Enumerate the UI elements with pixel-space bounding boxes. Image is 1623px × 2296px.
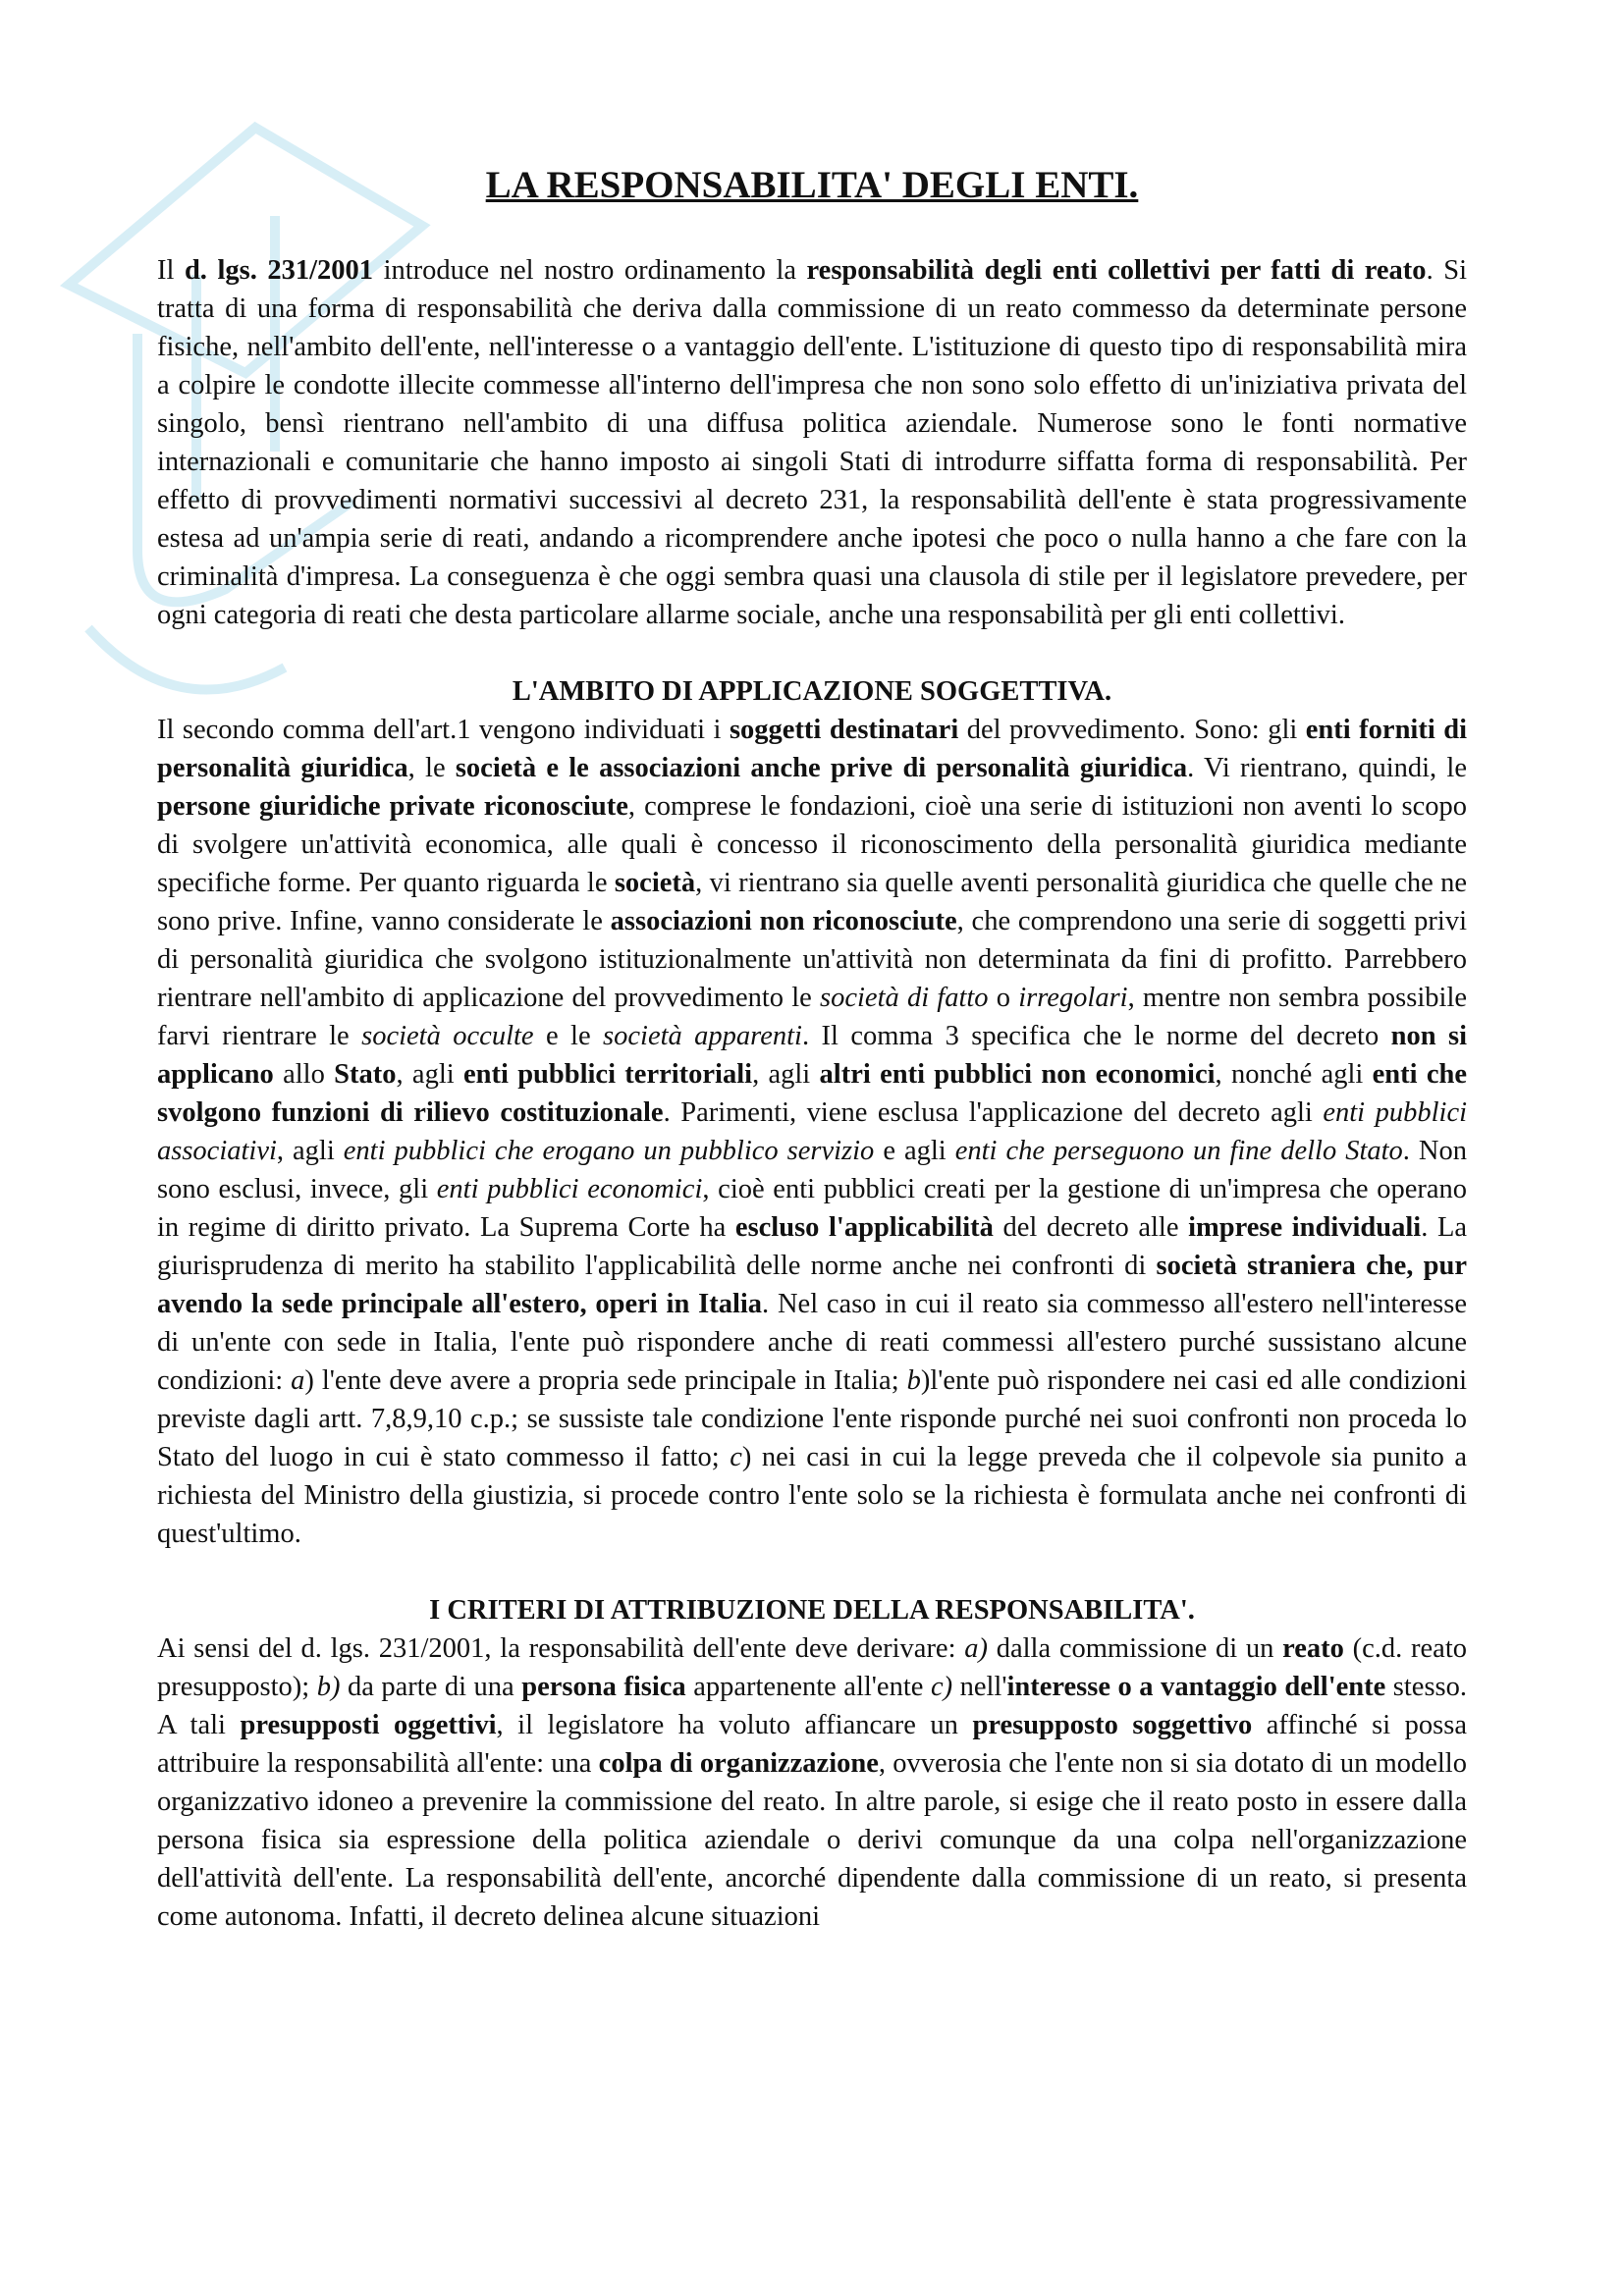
italic-text: società occulte xyxy=(361,1021,534,1051)
bold-text: colpa di organizzazione xyxy=(598,1748,879,1779)
text-run: da parte di una xyxy=(340,1672,522,1702)
section-heading-ambito: L'AMBITO DI APPLICAZIONE SOGGETTIVA. xyxy=(512,676,1112,707)
bold-text: società xyxy=(614,868,696,898)
bold-text: presupposto soggettivo xyxy=(972,1710,1253,1740)
text-run: Il xyxy=(157,255,185,286)
text-run: . La giurisprudenza di merito ha stabilito l'applicabilità delle norme anche nei confronti di xyxy=(157,1212,1467,1281)
bold-text: altri enti pubblici non economici xyxy=(819,1059,1216,1090)
text-run: , vi rientrano sia quelle aventi personalità giuridica che quelle che ne sono prive. Infine, vanno considerate le xyxy=(157,868,1467,936)
document-title: LA RESPONSABILITA' DEGLI ENTI. xyxy=(485,164,1139,206)
text-run: , agli xyxy=(396,1059,463,1090)
italic-text: irregolari xyxy=(1018,983,1128,1013)
text-run: , il legislatore ha voluto affiancare un xyxy=(496,1710,973,1740)
italic-text: b) xyxy=(316,1672,341,1702)
text-run: , nonché agli xyxy=(1215,1059,1373,1090)
italic-text: c xyxy=(730,1442,742,1472)
bold-text: associazioni non riconosciute xyxy=(610,906,957,936)
text-run: ) l'ente deve avere a propria sede principale in Italia; xyxy=(304,1365,907,1396)
document-page xyxy=(157,147,1467,1936)
italic-text: enti pubblici che erogano un pubblico servizio xyxy=(343,1136,875,1166)
bold-text: d. lgs. 231/2001 xyxy=(184,255,374,286)
text-run: , ovverosia che l'ente non si sia dotato di un modello organizzativo idoneo a prevenire la commissione del reato. In altre parole, si esige che il reato posto in essere dalla persona fisica sia espressione della politica aziendale o derivi comunque da una colpa nell'organizzazione dell'attività dell'ente. La responsabilità dell'ente, ancorché dipendente dalla commissione di un reato, si presenta come autonoma. Infatti, il decreto delinea alcune situazioni xyxy=(157,1748,1467,1932)
text-run: , cioè enti pubblici creati per la gestione di un'impresa che operano in regime di diritto privato. La Suprema Corte ha xyxy=(157,1174,1467,1243)
text-run: nell' xyxy=(952,1672,1007,1702)
bold-text: Stato xyxy=(334,1059,397,1090)
text-run: , agli xyxy=(752,1059,820,1090)
section-criteri-paragraph xyxy=(157,1629,1467,1936)
text-run: )l'ente può rispondere nei casi ed alle condizioni previste dagli artt. 7,8,9,10 c.p.; se sussiste tale condizione l'ente risponde purché nei suoi confronti non proceda lo Stato del luogo in cui è stato commesso il fatto; xyxy=(157,1365,1467,1472)
text-run: e le xyxy=(533,1021,604,1051)
text-run: Il secondo comma dell'art.1 vengono individuati i xyxy=(157,715,730,745)
italic-text: società apparenti xyxy=(603,1021,802,1051)
text-run: e agli xyxy=(874,1136,955,1166)
text-run: . Nel caso in cui il reato sia commesso all'estero nell'interesse di un'ente con sede in Italia, l'ente può rispondere anche di reati commessi all'estero purché sussistano alcune condizioni: xyxy=(157,1289,1467,1396)
text-run: , mentre non sembra possibile farvi rientrare le xyxy=(157,983,1468,1051)
italic-text: b xyxy=(906,1365,921,1396)
text-run: ) nei casi in cui la legge preveda che il colpevole sia punito a richiesta del Ministro della giustizia, si procede contro l'ente solo se la richiesta è formulata anche nei confronti di quest'ultimo. xyxy=(157,1442,1467,1549)
text-run: , comprese le fondazioni, cioè una serie di istituzioni non aventi lo scopo di svolgere un'attività economica, alle quali è concesso il riconoscimento della personalità giuridica mediante specifiche forme. Per quanto riguarda le xyxy=(157,791,1467,898)
text-run: . Vi rientrano, quindi, le xyxy=(1187,753,1467,783)
bold-text: enti pubblici territoriali xyxy=(462,1059,753,1090)
italic-text: a) xyxy=(964,1633,988,1664)
bold-text: enti forniti di personalità giuridica xyxy=(157,715,1467,783)
text-run: o xyxy=(988,983,1019,1013)
text-run: . Parimenti, viene esclusa l'applicazione del decreto agli xyxy=(663,1097,1324,1128)
text-run: , agli xyxy=(276,1136,344,1166)
bold-text: società straniera che, pur avendo la sede principale all'estero, operi in Italia xyxy=(157,1251,1467,1319)
text-run: , le xyxy=(407,753,456,783)
text-run: . Il comma 3 specifica che le norme del decreto xyxy=(801,1021,1391,1051)
bold-text: soggetti destinatari xyxy=(729,715,959,745)
intro-paragraph xyxy=(157,251,1467,634)
bold-text: presupposti oggettivi xyxy=(240,1710,497,1740)
text-run: stesso. A tali xyxy=(157,1672,1468,1740)
bold-text: responsabilità degli enti collettivi per fatti di reato xyxy=(806,255,1427,286)
bold-text: non si applicano xyxy=(157,1021,1468,1090)
text-run: introduce nel nostro ordinamento la xyxy=(373,255,807,286)
bold-text: escluso l'applicabilità xyxy=(734,1212,994,1243)
text-run: appartenente all'ente xyxy=(685,1672,931,1702)
bold-text: persona fisica xyxy=(521,1672,686,1702)
bold-text: società e le associazioni anche prive di personalità giuridica xyxy=(455,753,1188,783)
italic-text: enti pubblici economici xyxy=(436,1174,703,1204)
italic-text: enti che perseguono un fine dello Stato xyxy=(954,1136,1403,1166)
text-run: , che comprendono una serie di soggetti privi di personalità giuridica che svolgono istituzionalmente un'attività non determinata da fini di profitto. Parrebbero rientrare nell'ambito di applicazione del provvedimento le xyxy=(157,906,1467,1013)
text-run: . Si tratta di una forma di responsabilità che deriva dalla commissione di un reato commesso da determinate persone fisiche, nell'ambito dell'ente, nell'interesse o a vantaggio dell'ente. L'istituzione di questo tipo di responsabilità mira a colpire le condotte illecite commesse all'interno dell'impresa che non sono solo effetto di un'iniziativa privata del singolo, bensì rientrano nell'ambito di una diffusa politica aziendale. Numerose sono le fonti normative internazionali e comunitarie che hanno imposto ai singoli Stati di introdurre siffatta forma di responsabilità. Per effetto di provvedimenti normativi successivi al decreto 231, la responsabilità dell'ente è stata progressivamente estesa ad un'ampia serie di reati, andando a ricomprendere anche ipotesi che poco o nulla hanno a che fare con la criminalità d'impresa. La conseguenza è che oggi sembra quasi una clausola di stile per il legislatore prevedere, per ogni categoria di reati che desta particolare allarme sociale, anche una responsabilità per gli enti collettivi. xyxy=(157,255,1467,630)
text-run: . Non sono esclusi, invece, gli xyxy=(157,1136,1467,1204)
text-run: allo xyxy=(273,1059,335,1090)
text-run: del decreto alle xyxy=(993,1212,1189,1243)
italic-text: società di fatto xyxy=(820,983,989,1013)
section-heading-criteri: I CRITERI DI ATTRIBUZIONE DELLA RESPONSABILITA'. xyxy=(429,1595,1195,1626)
text-run: Ai sensi del d. lgs. 231/2001, la responsabilità dell'ente deve derivare: xyxy=(157,1633,965,1664)
section-ambito-paragraph xyxy=(157,711,1467,1553)
bold-text: enti che svolgono funzioni di rilievo costituzionale xyxy=(157,1059,1467,1128)
bold-text: persone giuridiche private riconosciute xyxy=(157,791,628,822)
italic-text: enti pubblici associativi xyxy=(157,1097,1468,1166)
italic-text: c) xyxy=(930,1672,953,1702)
text-run: dalla commissione di un xyxy=(988,1633,1283,1664)
text-run: affinché si possa attribuire la responsabilità all'ente: una xyxy=(157,1710,1468,1779)
italic-text: a xyxy=(291,1365,305,1396)
text-run: (c.d. reato presupposto); xyxy=(157,1633,1467,1702)
text-run: del provvedimento. Sono: gli xyxy=(958,715,1306,745)
bold-text: reato xyxy=(1282,1633,1344,1664)
bold-text: imprese individuali xyxy=(1188,1212,1422,1243)
bold-text: interesse o a vantaggio dell'ente xyxy=(1006,1672,1386,1702)
